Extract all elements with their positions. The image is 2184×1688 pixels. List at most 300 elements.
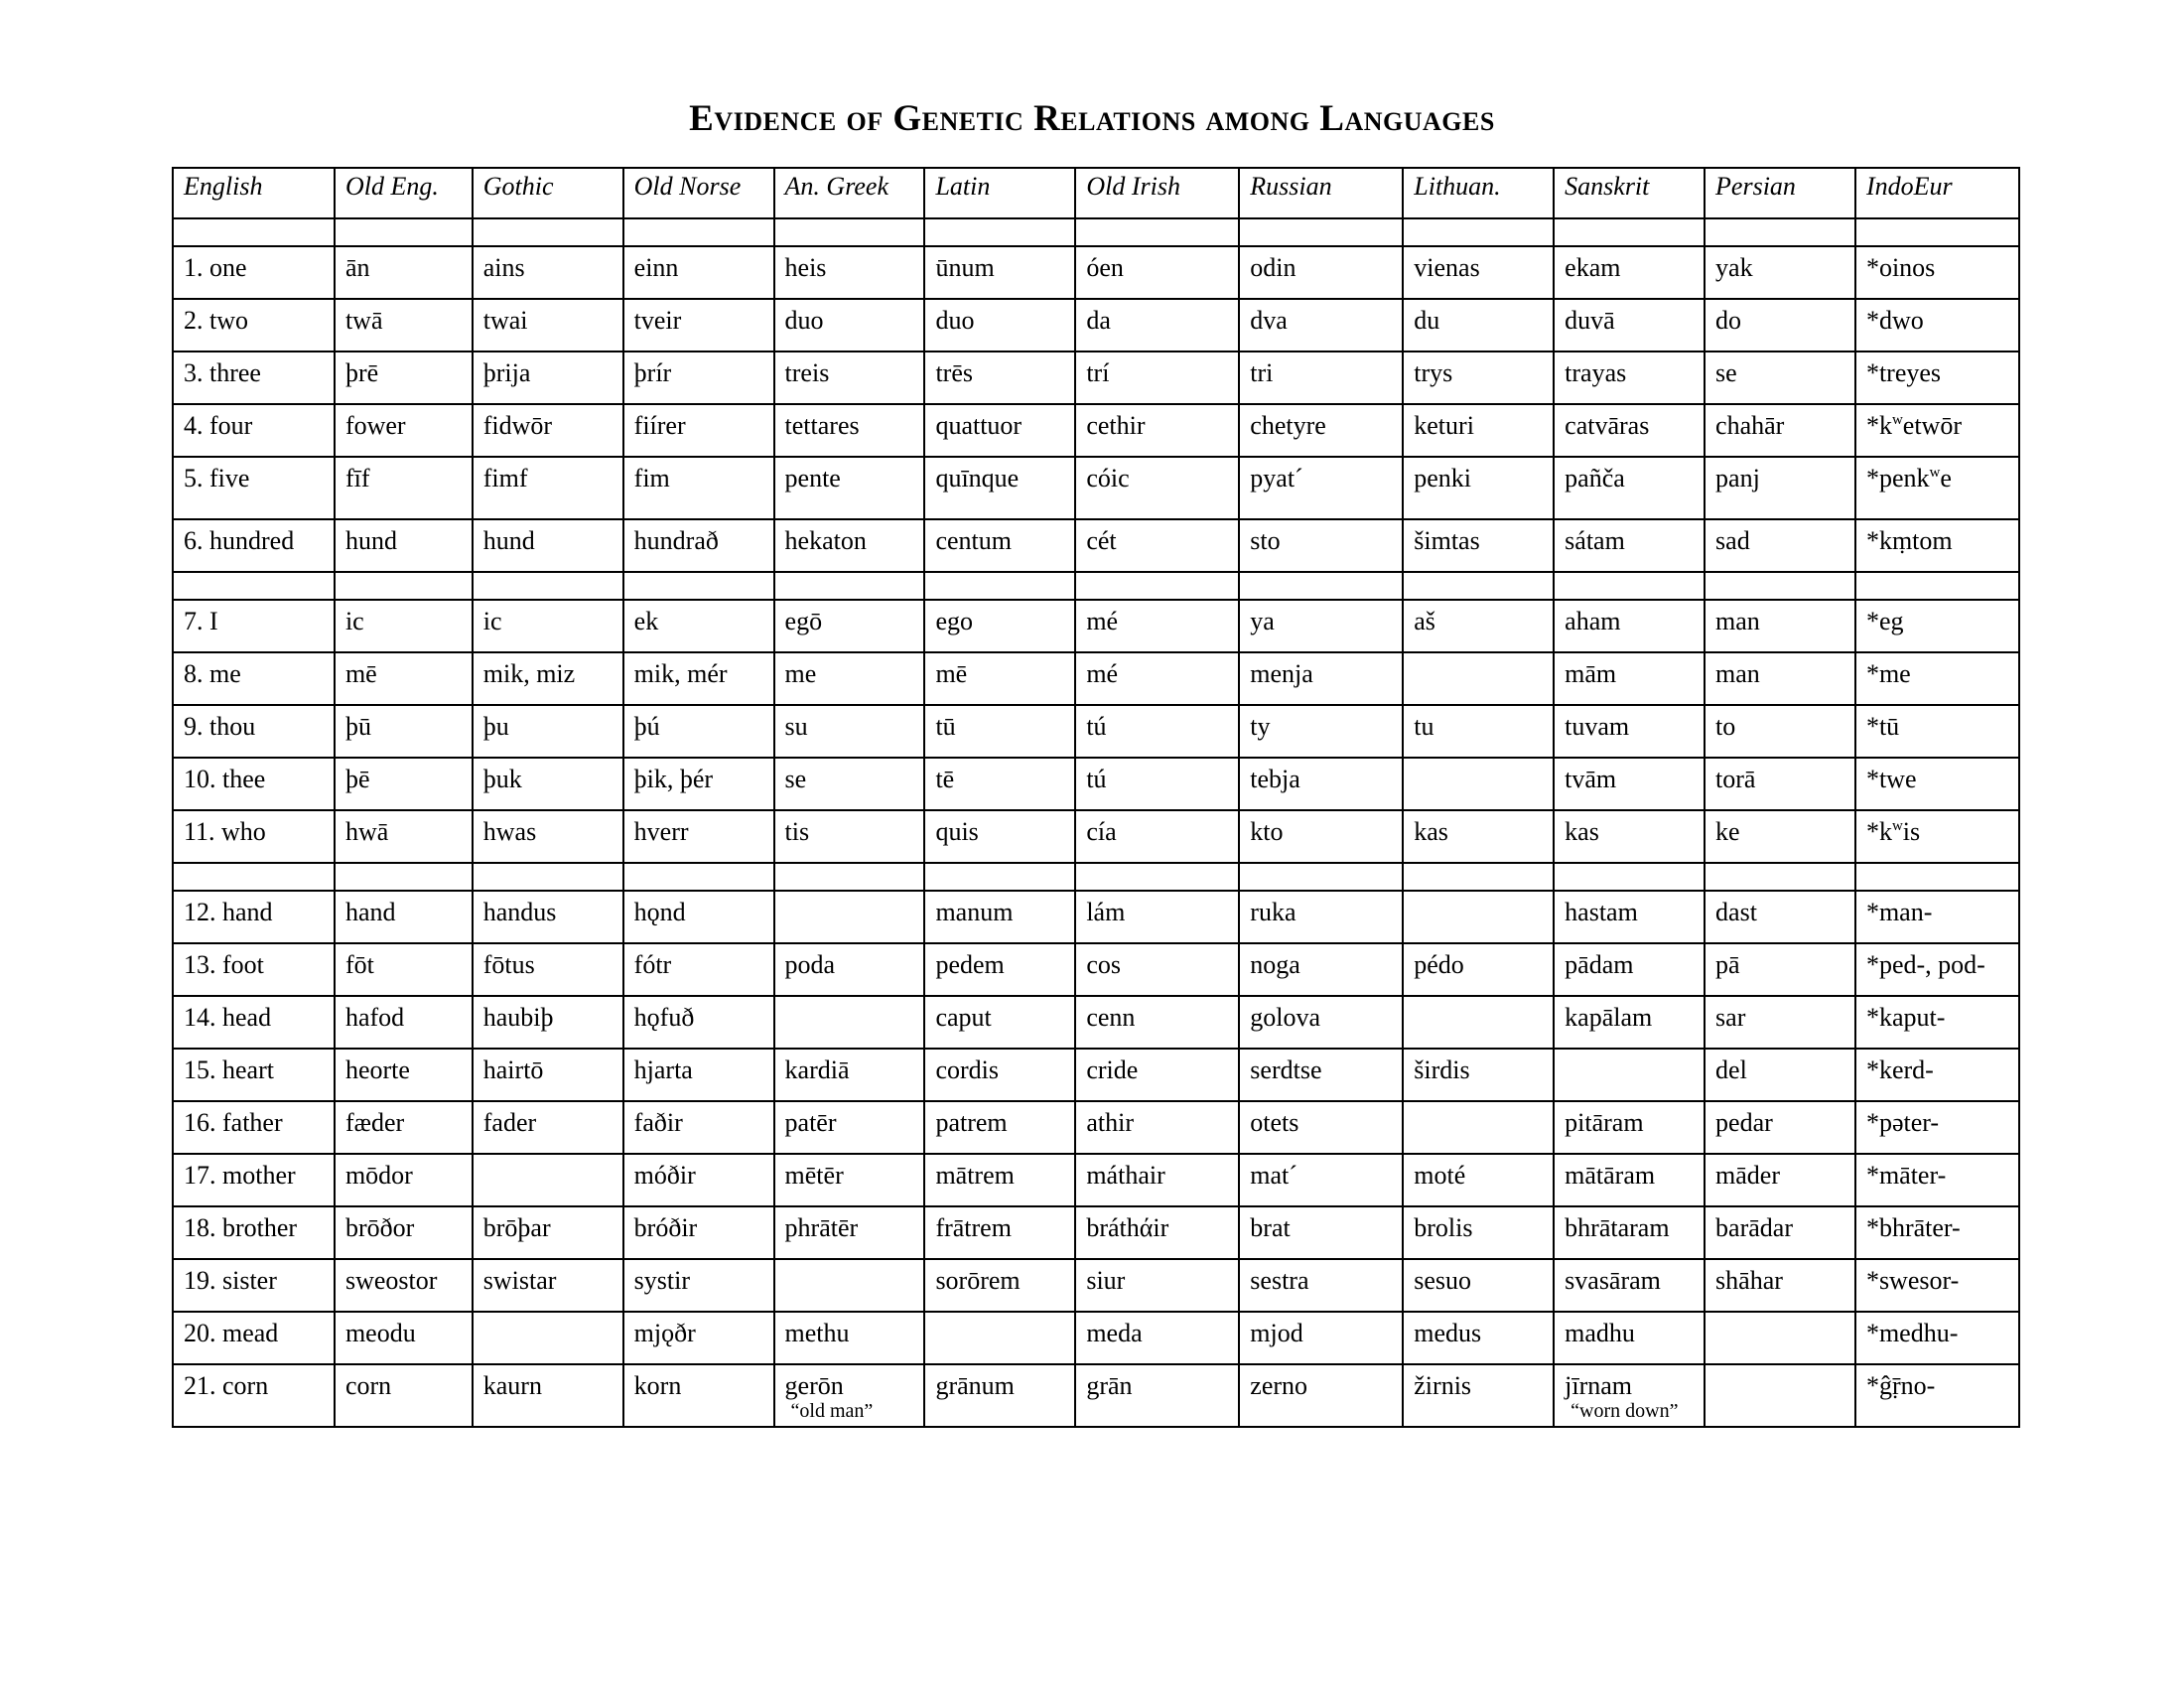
english-word-cell: 16. father (173, 1101, 335, 1154)
empty-cell (623, 218, 774, 246)
cognate-cell: kaurn (473, 1364, 623, 1427)
table-row (173, 1364, 2019, 1427)
cognate-cell: hairtō (473, 1049, 623, 1101)
cognate-cell: medus (1403, 1312, 1554, 1364)
empty-cell (623, 572, 774, 600)
cognate-cell: ūnum (924, 246, 1075, 299)
cognate-cell: vienas (1403, 246, 1554, 299)
cognate-cell: trí (1075, 352, 1239, 404)
empty-cell (173, 218, 335, 246)
cognate-cell: hǫnd (623, 891, 774, 943)
english-word-cell: 12. hand (173, 891, 335, 943)
cognate-cell: me (774, 652, 925, 705)
english-word-cell: 19. sister (173, 1259, 335, 1312)
english-word-cell: 10. thee (173, 758, 335, 810)
english-word-cell: 3. three (173, 352, 335, 404)
cognate-cell: cía (1075, 810, 1239, 863)
cognate-cell: fimf (473, 457, 623, 519)
cognate-cell (473, 1154, 623, 1206)
table-row (173, 891, 2019, 943)
cognate-cell: māder (1705, 1154, 1855, 1206)
cognate-cell: mētēr (774, 1154, 925, 1206)
cognate-cell: tri (1239, 352, 1403, 404)
empty-cell (924, 572, 1075, 600)
cognate-cell: tú (1075, 705, 1239, 758)
cognate-cell: $*k^wetwōr$ (1855, 404, 2019, 457)
cognate-cell: kapālam (1554, 996, 1705, 1049)
column-header: Sanskrit (1554, 168, 1705, 218)
cognate-cell: cét (1075, 519, 1239, 572)
cognate-cell: corn (335, 1364, 473, 1427)
cognate-cell: quīnque (924, 457, 1075, 519)
cognate-cell: brōðor (335, 1206, 473, 1259)
cognate-cell: chahār (1705, 404, 1855, 457)
cognate-cell: hafod (335, 996, 473, 1049)
cognate-cell: fim (623, 457, 774, 519)
cognate-cell (1403, 652, 1554, 705)
table-row (173, 519, 2019, 572)
cognate-cell: twā (335, 299, 473, 352)
cognate-cell: mōdor (335, 1154, 473, 1206)
cognate-cell: óen (1075, 246, 1239, 299)
cognate-cell: cenn (1075, 996, 1239, 1049)
cognate-cell (1554, 1049, 1705, 1101)
cognate-cell: otets (1239, 1101, 1403, 1154)
spacer-row (173, 218, 2019, 246)
table-row (173, 246, 2019, 299)
english-word-cell: 9. thou (173, 705, 335, 758)
cognate-cell: quis (924, 810, 1075, 863)
cognate-cell: pitāram (1554, 1101, 1705, 1154)
empty-cell (1239, 572, 1403, 600)
english-word-cell: 2. two (173, 299, 335, 352)
cognate-cell: þik, þér (623, 758, 774, 810)
cognate-cell: duvā (1554, 299, 1705, 352)
cognate-cell (774, 891, 925, 943)
cognate-cell: hwas (473, 810, 623, 863)
empty-cell (774, 218, 925, 246)
cognate-cell: ekam (1554, 246, 1705, 299)
empty-cell (1075, 572, 1239, 600)
table-row (173, 810, 2019, 863)
cognate-cell: duo (924, 299, 1075, 352)
cognate-cell: sátam (1554, 519, 1705, 572)
empty-cell (1239, 863, 1403, 891)
cognate-cell: *tū (1855, 705, 2019, 758)
cognate-cell: tu (1403, 705, 1554, 758)
cognate-cell: mé (1075, 652, 1239, 705)
english-word-cell: 20. mead (173, 1312, 335, 1364)
empty-cell (1705, 863, 1855, 891)
cognate-cell: poda (774, 943, 925, 996)
cognate-cell: kardiā (774, 1049, 925, 1101)
empty-cell (1403, 218, 1554, 246)
empty-cell (1554, 572, 1705, 600)
english-word-cell: 15. heart (173, 1049, 335, 1101)
cognate-cell: tettares (774, 404, 925, 457)
cognate-cell: sestra (1239, 1259, 1403, 1312)
cognate-cell: *kerd- (1855, 1049, 2019, 1101)
gloss-note: “old man” (790, 1400, 874, 1422)
cognate-cell: mjod (1239, 1312, 1403, 1364)
cognate-cell: faðir (623, 1101, 774, 1154)
cognate-cell: þú (623, 705, 774, 758)
column-header: English (173, 168, 335, 218)
cognate-cell: pedem (924, 943, 1075, 996)
cognate-cell: se (774, 758, 925, 810)
cognate-cell: sto (1239, 519, 1403, 572)
cognate-cell: tebja (1239, 758, 1403, 810)
cognate-cell (1705, 1364, 1855, 1427)
empty-cell (924, 863, 1075, 891)
cognate-cell: dva (1239, 299, 1403, 352)
empty-cell (473, 863, 623, 891)
cognate-cell: *pəter- (1855, 1101, 2019, 1154)
cognate-cell: sar (1705, 996, 1855, 1049)
cognate-cell: swistar (473, 1259, 623, 1312)
cognate-cell: þrē (335, 352, 473, 404)
cognate-cell: treis (774, 352, 925, 404)
empty-cell (1705, 218, 1855, 246)
cognate-cell: brat (1239, 1206, 1403, 1259)
column-header: Old Norse (623, 168, 774, 218)
cognate-cell: siur (1075, 1259, 1239, 1312)
empty-cell (1855, 218, 2019, 246)
cognate-cell: hastam (1554, 891, 1705, 943)
cognate-cell: sorōrem (924, 1259, 1075, 1312)
cognate-cell: del (1705, 1049, 1855, 1101)
cognate-cell: du (1403, 299, 1554, 352)
table-row (173, 1312, 2019, 1364)
cognate-cell: systir (623, 1259, 774, 1312)
cognate-cell: *treyes (1855, 352, 2019, 404)
cognate-cell: *man- (1855, 891, 2019, 943)
cognate-cell: haubiþ (473, 996, 623, 1049)
cognate-cell: fótr (623, 943, 774, 996)
cognate-cell: panj (1705, 457, 1855, 519)
cognate-cell: jīrnam “worn down” (1554, 1364, 1705, 1427)
english-word-cell: 6. hundred (173, 519, 335, 572)
cognate-cell: tuvam (1554, 705, 1705, 758)
cognate-cell: bróðir (623, 1206, 774, 1259)
empty-cell (335, 863, 473, 891)
cognate-cell: yak (1705, 246, 1855, 299)
cognate-cell: *eg (1855, 600, 2019, 652)
cognate-cell: torā (1705, 758, 1855, 810)
cognate-cell: širdis (1403, 1049, 1554, 1101)
english-word-cell: 7. I (173, 600, 335, 652)
empty-cell (1075, 218, 1239, 246)
english-word-cell: 11. who (173, 810, 335, 863)
cognate-table (172, 167, 2020, 1428)
cognate-cell: cride (1075, 1049, 1239, 1101)
cognate-cell: hund (473, 519, 623, 572)
cognate-cell: fōt (335, 943, 473, 996)
cognate-cell: keturi (1403, 404, 1554, 457)
cognate-cell: man (1705, 600, 1855, 652)
cognate-cell (774, 996, 925, 1049)
cognate-cell: dast (1705, 891, 1855, 943)
empty-cell (1554, 218, 1705, 246)
cognate-cell: penki (1403, 457, 1554, 519)
empty-cell (924, 218, 1075, 246)
cognate-cell: duo (774, 299, 925, 352)
cognate-cell: ke (1705, 810, 1855, 863)
table-row (173, 352, 2019, 404)
table-row (173, 404, 2019, 457)
cognate-cell (774, 1259, 925, 1312)
cognate-cell: fōtus (473, 943, 623, 996)
cognate-cell: *kaput- (1855, 996, 2019, 1049)
cognate-cell: hand (335, 891, 473, 943)
cognate-cell: *oinos (1855, 246, 2019, 299)
table-row (173, 758, 2019, 810)
cognate-cell: aš (1403, 600, 1554, 652)
cognate-cell: brolis (1403, 1206, 1554, 1259)
cognate-cell: mik, miz (473, 652, 623, 705)
cognate-cell (1403, 891, 1554, 943)
cognate-cell: hjarta (623, 1049, 774, 1101)
cognate-cell (1705, 1312, 1855, 1364)
english-word-cell: 1. one (173, 246, 335, 299)
cognate-cell: da (1075, 299, 1239, 352)
empty-cell (1403, 572, 1554, 600)
table-row (173, 600, 2019, 652)
english-word-cell: 5. five (173, 457, 335, 519)
table-row (173, 299, 2019, 352)
cognate-cell: pédo (1403, 943, 1554, 996)
cognate-cell (1403, 758, 1554, 810)
cognate-cell: mātrem (924, 1154, 1075, 1206)
empty-cell (473, 572, 623, 600)
cognate-cell: bhrātaram (1554, 1206, 1705, 1259)
cognate-cell: mé (1075, 600, 1239, 652)
cognate-cell: þuk (473, 758, 623, 810)
cognate-cell: šimtas (1403, 519, 1554, 572)
cognate-cell: tē (924, 758, 1075, 810)
cognate-cell: svasāram (1554, 1259, 1705, 1312)
cognate-cell: žirnis (1403, 1364, 1554, 1427)
empty-cell (774, 863, 925, 891)
cognate-cell: se (1705, 352, 1855, 404)
cognate-cell: fader (473, 1101, 623, 1154)
cognate-cell: *māter- (1855, 1154, 2019, 1206)
cognate-cell: fower (335, 404, 473, 457)
cognate-cell: ek (623, 600, 774, 652)
cognate-cell: ic (335, 600, 473, 652)
cognate-cell: tveir (623, 299, 774, 352)
table-row (173, 705, 2019, 758)
cognate-cell: cóic (1075, 457, 1239, 519)
empty-cell (623, 863, 774, 891)
cognate-cell: ān (335, 246, 473, 299)
cognate-cell: noga (1239, 943, 1403, 996)
column-header: Persian (1705, 168, 1855, 218)
gloss-note: “worn down” (1570, 1400, 1679, 1422)
cognate-cell (1403, 996, 1554, 1049)
cognate-cell: serdtse (1239, 1049, 1403, 1101)
cognate-cell: centum (924, 519, 1075, 572)
cognate-cell: kas (1554, 810, 1705, 863)
cognate-cell: pañča (1554, 457, 1705, 519)
page-title: Evidence of Genetic Relations among Languages (689, 98, 1495, 139)
cognate-cell: þū (335, 705, 473, 758)
table-row (173, 1154, 2019, 1206)
english-word-cell: 14. head (173, 996, 335, 1049)
cognate-cell: tis (774, 810, 925, 863)
cognate-cell: kto (1239, 810, 1403, 863)
english-word-cell: 18. brother (173, 1206, 335, 1259)
table-row (173, 1259, 2019, 1312)
cognate-cell: *swesor- (1855, 1259, 2019, 1312)
english-word-cell: 4. four (173, 404, 335, 457)
cognate-cell: shāhar (1705, 1259, 1855, 1312)
cognate-cell: pyat´ (1239, 457, 1403, 519)
cognate-cell: menja (1239, 652, 1403, 705)
cognate-cell: pādam (1554, 943, 1705, 996)
cognate-cell: tú (1075, 758, 1239, 810)
cognate-cell: gerōn “old man” (774, 1364, 925, 1427)
column-header: Old Irish (1075, 168, 1239, 218)
cognate-cell: phrātēr (774, 1206, 925, 1259)
cognate-cell: mik, mér (623, 652, 774, 705)
cognate-cell: su (774, 705, 925, 758)
cognate-cell: grān (1075, 1364, 1239, 1427)
cognate-cell: aham (1554, 600, 1705, 652)
table-row (173, 457, 2019, 519)
cognate-cell: trēs (924, 352, 1075, 404)
cognate-cell (1403, 1101, 1554, 1154)
spacer-row (173, 863, 2019, 891)
cognate-cell: egō (774, 600, 925, 652)
cognate-cell: mē (924, 652, 1075, 705)
cognate-cell: einn (623, 246, 774, 299)
cognate-cell: pā (1705, 943, 1855, 996)
empty-cell (473, 218, 623, 246)
cognate-cell: mē (335, 652, 473, 705)
cognate-cell: trys (1403, 352, 1554, 404)
cognate-cell: fæder (335, 1101, 473, 1154)
english-word-cell: 13. foot (173, 943, 335, 996)
table-row (173, 996, 2019, 1049)
cognate-cell: mātāram (1554, 1154, 1705, 1206)
cognate-cell: þrír (623, 352, 774, 404)
cognate-cell: *penk$^w$e (1855, 457, 2019, 519)
cognate-cell: þē (335, 758, 473, 810)
cognate-cell: ya (1239, 600, 1403, 652)
cognate-cell: madhu (1554, 1312, 1705, 1364)
cognate-cell: ruka (1239, 891, 1403, 943)
cognate-cell: ego (924, 600, 1075, 652)
cognate-cell: ty (1239, 705, 1403, 758)
english-word-cell: 21. corn (173, 1364, 335, 1427)
table-row (173, 1049, 2019, 1101)
cognate-cell: meodu (335, 1312, 473, 1364)
table-row (173, 1206, 2019, 1259)
empty-cell (335, 218, 473, 246)
empty-cell (173, 572, 335, 600)
cognate-cell: tū (924, 705, 1075, 758)
cognate-cell (473, 1312, 623, 1364)
cognate-cell: hundrað (623, 519, 774, 572)
cognate-cell: þu (473, 705, 623, 758)
cognate-cell: heorte (335, 1049, 473, 1101)
table-row (173, 943, 2019, 996)
cognate-cell: *dwo (1855, 299, 2019, 352)
cognate-cell: cordis (924, 1049, 1075, 1101)
cognate-cell: frātrem (924, 1206, 1075, 1259)
cognate-cell: fidwōr (473, 404, 623, 457)
cognate-cell: to (1705, 705, 1855, 758)
cognate-cell: moté (1403, 1154, 1554, 1206)
cognate-cell: hekaton (774, 519, 925, 572)
cognate-cell: *twe (1855, 758, 2019, 810)
cognate-cell: kas (1403, 810, 1554, 863)
cognate-cell: *medhu- (1855, 1312, 2019, 1364)
cognate-cell: heis (774, 246, 925, 299)
cognate-cell: þrija (473, 352, 623, 404)
cognate-cell: $*k^wis$ (1855, 810, 2019, 863)
cognate-cell: do (1705, 299, 1855, 352)
cognate-cell: *bhrāter- (1855, 1206, 2019, 1259)
cognate-cell: bráthάir (1075, 1206, 1239, 1259)
empty-cell (1075, 863, 1239, 891)
header-row (173, 168, 2019, 218)
english-word-cell: 17. mother (173, 1154, 335, 1206)
cognate-cell: mjǫðr (623, 1312, 774, 1364)
cognate-cell: catvāras (1554, 404, 1705, 457)
cognate-cell: caput (924, 996, 1075, 1049)
cognate-cell: patrem (924, 1101, 1075, 1154)
cognate-cell: máthair (1075, 1154, 1239, 1206)
cognate-cell: *kṃtom (1855, 519, 2019, 572)
empty-cell (1855, 572, 2019, 600)
cognate-cell: sad (1705, 519, 1855, 572)
empty-cell (1855, 863, 2019, 891)
cognate-cell: meda (1075, 1312, 1239, 1364)
cognate-cell: fiírer (623, 404, 774, 457)
cognate-cell: hǫfuð (623, 996, 774, 1049)
cognate-cell: *me (1855, 652, 2019, 705)
cognate-cell: mām (1554, 652, 1705, 705)
cognate-cell: cos (1075, 943, 1239, 996)
cognate-cell: man (1705, 652, 1855, 705)
column-header: An. Greek (774, 168, 925, 218)
column-header: Latin (924, 168, 1075, 218)
cognate-cell: hund (335, 519, 473, 572)
cognate-cell: methu (774, 1312, 925, 1364)
cognate-cell: barādar (1705, 1206, 1855, 1259)
cognate-cell: grānum (924, 1364, 1075, 1427)
spacer-row (173, 572, 2019, 600)
cognate-cell: golova (1239, 996, 1403, 1049)
cognate-cell: ains (473, 246, 623, 299)
cognate-cell: ic (473, 600, 623, 652)
cognate-cell: zerno (1239, 1364, 1403, 1427)
cognate-cell: hwā (335, 810, 473, 863)
column-header: Old Eng. (335, 168, 473, 218)
table-row (173, 1101, 2019, 1154)
cognate-cell: mat´ (1239, 1154, 1403, 1206)
english-word-cell: 8. me (173, 652, 335, 705)
cognate-cell: korn (623, 1364, 774, 1427)
cognate-cell: *ĝṝno- (1855, 1364, 2019, 1427)
cognate-cell: pente (774, 457, 925, 519)
cognate-cell: brōþar (473, 1206, 623, 1259)
cognate-cell: athir (1075, 1101, 1239, 1154)
cognate-cell: *ped-, pod- (1855, 943, 2019, 996)
column-header: Lithuan. (1403, 168, 1554, 218)
